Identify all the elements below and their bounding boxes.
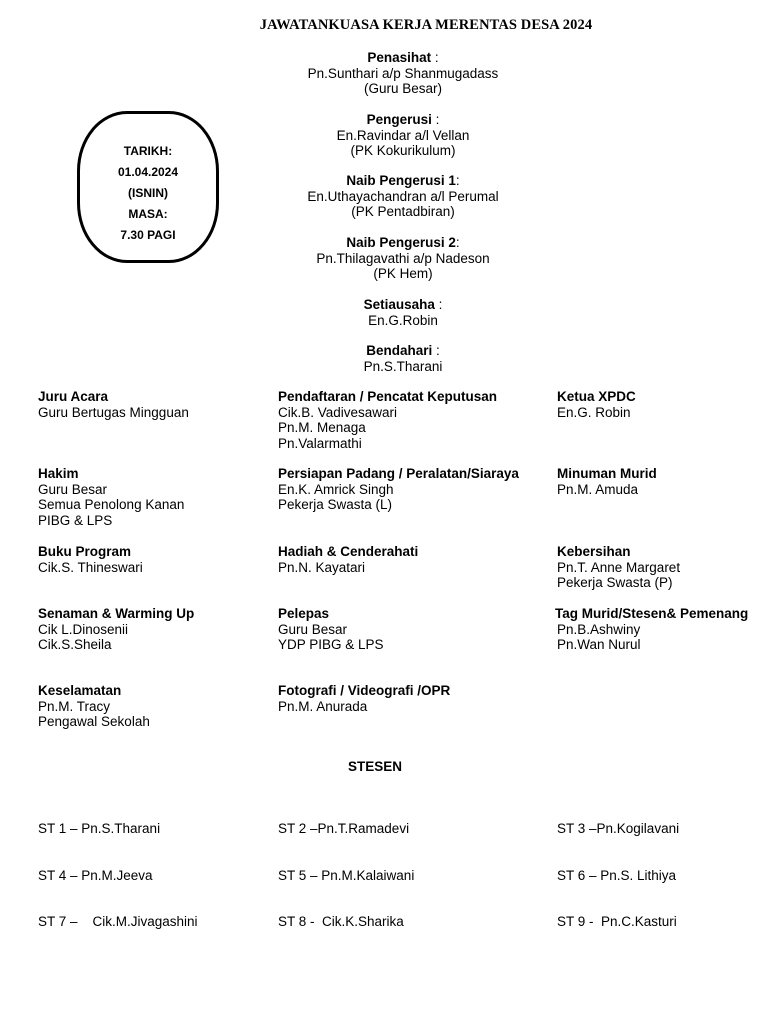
committee-juru-acara bbox=[38, 389, 189, 420]
committee-member: Guru Bertugas Mingguan bbox=[38, 404, 189, 420]
committee-pendaftaran bbox=[278, 389, 497, 451]
committee-senaman bbox=[38, 606, 194, 653]
committee-heading: Pendaftaran / Pencatat Keputusan bbox=[278, 389, 498, 404]
committee-heading: Juru Acara bbox=[38, 389, 109, 404]
event-time: 7.30 PAGI bbox=[120, 228, 176, 242]
committee-fotografi bbox=[278, 683, 450, 714]
committee-heading: Kebersihan bbox=[557, 544, 631, 559]
committee-member: PIBG & LPS bbox=[38, 512, 113, 528]
leader-separator: : bbox=[431, 50, 439, 65]
committee-tag-murid bbox=[555, 606, 748, 653]
committee-member: Pekerja Swasta (P) bbox=[557, 575, 673, 590]
leader-name: Pn.S.Tharani bbox=[363, 358, 443, 374]
leader-separator: : bbox=[432, 343, 440, 358]
committee-member: Guru Besar bbox=[38, 481, 108, 497]
committee-heading: Keselamatan bbox=[38, 683, 122, 698]
committee-member: Cik.B. Vadivesawari bbox=[278, 404, 398, 420]
committee-member: YDP PIBG & LPS bbox=[278, 637, 384, 652]
stesen-entry: ST 3 –Pn.Kogilavani bbox=[557, 821, 680, 836]
leader-role: Naib Pengerusi 1 bbox=[346, 173, 456, 188]
committee-minuman-murid bbox=[557, 466, 657, 497]
committee-persiapan-padang bbox=[278, 466, 519, 513]
committee-member: Pn.B.Ashwiny bbox=[557, 621, 641, 637]
committee-pelepas bbox=[278, 606, 384, 653]
stesen-entry: ST 4 – Pn.M.Jeeva bbox=[38, 867, 153, 883]
committee-heading: Pelepas bbox=[278, 606, 330, 621]
committee-member: Pengawal Sekolah bbox=[38, 714, 150, 729]
leader-penasihat bbox=[0, 50, 768, 97]
committee-hakim bbox=[38, 466, 184, 528]
stesen-column-1 bbox=[38, 790, 198, 945]
committee-heading: Senaman & Warming Up bbox=[38, 606, 195, 621]
stesen-column-2 bbox=[278, 790, 414, 945]
event-day: (ISNIN) bbox=[128, 186, 168, 200]
committee-ketua-xpdc bbox=[557, 389, 636, 420]
leader-separator: : bbox=[431, 112, 440, 127]
stesen-entry: ST 5 – Pn.M.Kalaiwani bbox=[278, 867, 415, 883]
leader-post: (PK Pentadbiran) bbox=[351, 204, 455, 219]
leader-role: Bendahari bbox=[366, 343, 433, 358]
committee-heading: Ketua XPDC bbox=[557, 389, 636, 404]
leader-role: Penasihat bbox=[367, 50, 432, 65]
leader-name: En.G.Robin bbox=[368, 312, 438, 328]
committee-heading: Persiapan Padang / Peralatan/Siaraya bbox=[278, 466, 519, 481]
committee-keselamatan bbox=[38, 683, 150, 730]
committee-member: Pn.N. Kayatari bbox=[278, 559, 366, 575]
committee-member: Semua Penolong Kanan bbox=[38, 497, 185, 512]
masa-label: MASA: bbox=[128, 207, 168, 221]
committee-kebersihan bbox=[557, 544, 680, 591]
committee-member: Pekerja Swasta (L) bbox=[278, 497, 393, 512]
committee-heading: Hadiah & Cenderahati bbox=[278, 544, 419, 559]
leader-role: Naib Pengerusi 2 bbox=[346, 235, 456, 250]
tarikh-label: TARIKH: bbox=[123, 144, 173, 158]
document-title: JAWATANKUASA KERJA MERENTAS DESA 2024 bbox=[259, 17, 593, 33]
stesen-column-3 bbox=[557, 790, 679, 945]
committee-hadiah bbox=[278, 544, 418, 575]
leader-naib-pengerusi-2 bbox=[0, 235, 768, 282]
committee-heading: Fotografi / Videografi /OPR bbox=[278, 683, 451, 698]
committee-heading: Tag Murid/Stesen& Pemenang bbox=[555, 606, 749, 621]
leader-separator: : bbox=[455, 173, 460, 188]
leader-role: Pengerusi bbox=[366, 112, 432, 127]
leader-name: Pn.Sunthari a/p Shanmugadass bbox=[307, 65, 499, 81]
stesen-entry: ST 9 - Pn.C.Kasturi bbox=[557, 914, 677, 929]
leader-pengerusi bbox=[0, 112, 768, 159]
committee-member: En.G. Robin bbox=[557, 404, 631, 420]
leader-post: (PK Kokurikulum) bbox=[350, 143, 456, 158]
leader-name: En.Uthayachandran a/l Perumal bbox=[307, 188, 499, 204]
committee-heading: Buku Program bbox=[38, 544, 132, 559]
stesen-heading: STESEN bbox=[347, 759, 402, 774]
stesen-entry: ST 6 – Pn.S. Lithiya bbox=[557, 867, 677, 883]
committee-member: Pn.M. Tracy bbox=[38, 698, 111, 714]
leader-post: (Guru Besar) bbox=[363, 81, 443, 96]
stesen-entry: ST 2 –Pn.T.Ramadevi bbox=[278, 821, 410, 836]
committee-member: Pn.M. Amuda bbox=[557, 481, 639, 497]
committee-member: Cik.S. Thineswari bbox=[38, 559, 143, 575]
committee-member: En.K. Amrick Singh bbox=[278, 481, 394, 497]
committee-buku-program bbox=[38, 544, 143, 575]
leader-role: Setiausaha bbox=[363, 297, 435, 312]
leader-post: (PK Hem) bbox=[373, 266, 433, 281]
committee-heading: Minuman Murid bbox=[557, 466, 657, 481]
stesen-entry: ST 7 – Cik.M.Jivagashini bbox=[38, 914, 198, 929]
committee-member: Pn.M. Anurada bbox=[278, 698, 368, 714]
committee-heading: Hakim bbox=[38, 466, 79, 481]
leader-naib-pengerusi-1 bbox=[0, 173, 768, 220]
event-date: 01.04.2024 bbox=[117, 165, 179, 179]
committee-member: Pn.Valarmathi bbox=[278, 435, 362, 451]
committee-member: Pn.Wan Nurul bbox=[557, 637, 641, 652]
leader-separator: : bbox=[455, 235, 460, 250]
stesen-entry: ST 8 - Cik.K.Sharika bbox=[278, 914, 404, 929]
leader-name: En.Ravindar a/l Vellan bbox=[336, 127, 470, 143]
committee-member: Cik.S.Sheila bbox=[38, 637, 112, 652]
committee-member: Pn.M. Menaga bbox=[278, 420, 366, 435]
leader-name: Pn.Thilagavathi a/p Nadeson bbox=[316, 250, 490, 266]
leader-bendahari bbox=[0, 343, 768, 374]
stesen-entry: ST 1 – Pn.S.Tharani bbox=[38, 821, 161, 836]
committee-member: Guru Besar bbox=[278, 621, 348, 637]
leader-setiausaha bbox=[0, 297, 768, 328]
committee-member: Cik L.Dinosenii bbox=[38, 621, 129, 637]
leader-separator: : bbox=[434, 297, 443, 312]
committee-member: Pn.T. Anne Margaret bbox=[557, 559, 681, 575]
